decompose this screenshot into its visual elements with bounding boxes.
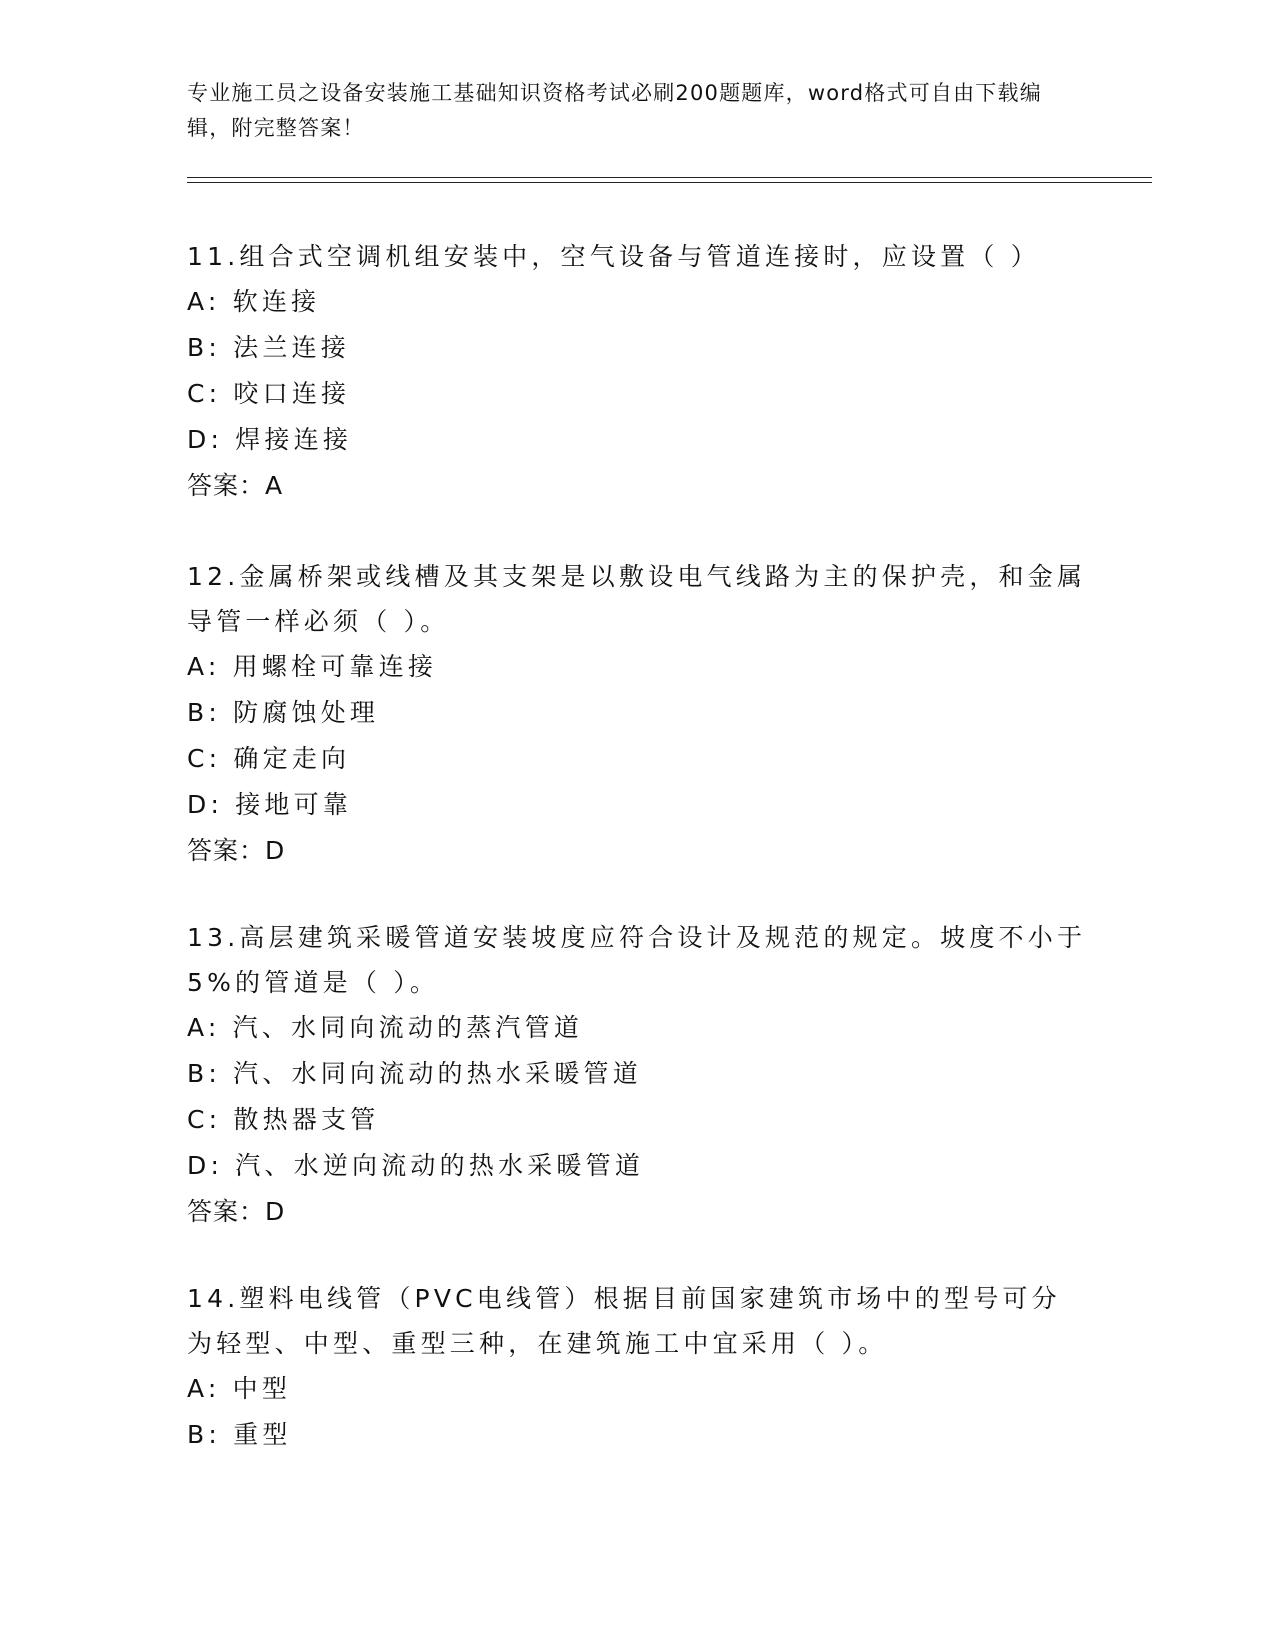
question-stem: 11.组合式空调机组安装中，空气设备与管道连接时，应设置（ ） [187, 242, 1040, 271]
question-13 [187, 915, 1087, 1235]
option-b: B: 重型 [187, 1420, 292, 1449]
option-d: D: 汽、水逆向流动的热水采暖管道 [187, 1151, 645, 1180]
option-a: A: 用螺栓可靠连接 [187, 652, 438, 681]
document-intro: 专业施工员之设备安装施工基础知识资格考试必刷200题题库，word格式可自由下载编辑，附完整答案！ [187, 81, 1042, 140]
option-a: A: 软连接 [187, 287, 321, 316]
question-stem: 12.金属桥架或线槽及其支架是以敷设电气线路为主的保护壳，和金属导管一样必须（ ）。 [187, 562, 1087, 636]
option-a: A: 汽、水同向流动的蒸汽管道 [187, 1013, 584, 1042]
option-d: D: 焊接连接 [187, 425, 353, 454]
question-stem: 14.塑料电线管（PVC电线管）根据目前国家建筑市场中的型号可分为轻型、中型、重型三种，在建筑施工中宜采用（ ）。 [187, 1284, 1061, 1358]
header-divider-bottom [187, 182, 1152, 183]
question-stem: 13.高层建筑采暖管道安装坡度应符合设计及规范的规定。坡度不小于5%的管道是（ ）。 [187, 923, 1087, 997]
option-b: B: 汽、水同向流动的热水采暖管道 [187, 1059, 642, 1088]
question-14 [187, 1276, 1087, 1458]
option-d: D: 接地可靠 [187, 790, 353, 819]
option-c: C: 咬口连接 [187, 379, 351, 408]
question-11 [187, 234, 1087, 509]
option-c: C: 确定走向 [187, 744, 351, 773]
question-12 [187, 554, 1087, 874]
option-a: A: 中型 [187, 1374, 292, 1403]
option-c: C: 散热器支管 [187, 1105, 380, 1134]
answer: 答案：D [187, 1197, 286, 1226]
answer: 答案：A [187, 471, 284, 500]
answer: 答案：D [187, 836, 286, 865]
option-b: B: 防腐蚀处理 [187, 698, 380, 727]
option-b: B: 法兰连接 [187, 333, 350, 362]
header-divider-top [187, 177, 1152, 178]
